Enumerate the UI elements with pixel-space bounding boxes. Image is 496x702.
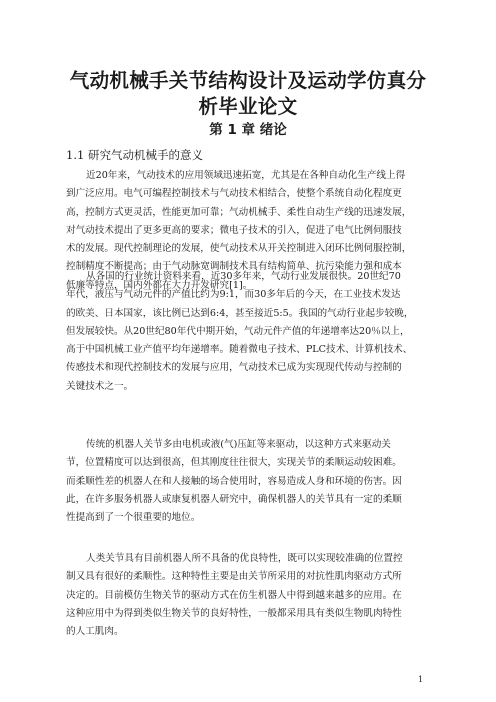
document-title-line-1: 气动机械手关节结构设计及运动学仿真分 (69, 69, 427, 92)
paragraph-3 (66, 436, 428, 527)
paragraph-line: 决定的。目前模仿生物关节的驱动方式在仿生机器人中得到越来越多的应用。在 (66, 589, 402, 601)
paragraph-line: 术的发展。现代控制理论的发展，使气动技术从开关控制进入闭环比例伺服控制， (66, 243, 412, 255)
section-heading: 1.1 研究气动机械手的意义 (66, 148, 203, 162)
paragraph-line: 人类关节具有目前机器人所不具备的优良特性，既可以实现较准确的位置控 (86, 553, 403, 564)
paragraph-line: 此，在许多服务机器人或康复机器人研究中，确保机器人的关节具有一定的柔顺 (66, 493, 402, 505)
document-title-line-2: 析毕业论文 (198, 95, 298, 118)
paragraph-line: 高于中国机械工业产值平均年递增率。随着微电子技术、PLC技术、计算机技术、 (66, 344, 413, 356)
paragraph-line: 性提高到了一个很重要的地位。 (66, 512, 201, 524)
paragraph-line: 低廉等特点，国内外都在大力开发研究[1]。 (66, 279, 253, 291)
paragraph-line: 关键技术之一。 (66, 380, 134, 392)
paragraph-line: 的人工肌肉。 (66, 626, 124, 638)
paragraph-line: 但发展较快。从20世纪80年代中期开始，气动元件产值的年递增率达20％以上， (66, 325, 410, 337)
chapter-heading: 第 1 章 绪论 (209, 122, 287, 138)
paragraph-line: 年代，液压与气动元件的产值比约为9:1，而30多年后的今天，在工业技术发达 (66, 289, 401, 301)
paragraph-line: 从各国的行业统计资料来看，近30多年来，气动行业发展很快。20世纪70 (86, 271, 401, 282)
paragraph-line: 近20年来，气动技术的应用领域迅速拓宽，尤其是在各种自动化生产线上得 (86, 170, 406, 181)
paragraph-line: 控制精度不断提高；由于气动脉宽调制技术具有结构简单、抗污染能力强和成本 (66, 261, 402, 273)
paragraph-line: 对气动技术提出了更多更高的要求；微电子技术的引入，促进了电气比例伺服技 (66, 224, 402, 236)
paragraph-line: 的欧美、日本国家，该比例已达到6:4，甚至接近5:5。我国的气动行业起步较晚， (66, 307, 414, 319)
paragraph-line: 制又具有很好的柔顺性。这种特性主要是由关节所采用的对抗性肌肉驱动方式所 (66, 571, 402, 583)
paragraph-line: 传感技术和现代控制技术的发展与应用，气动技术已成为实现现代传动与控制的 (66, 362, 402, 374)
paragraph-line: 而柔顺性差的机器人在和人接触的场合使用时，容易造成人身和环境的伤害。因 (66, 475, 402, 487)
paragraph-line: 到广泛应用。电气可编程控制技术与气动技术相结合，使整个系统自动化程度更 (66, 188, 402, 200)
paragraph-4 (66, 550, 428, 641)
paragraph-line: 节，位置精度可以达到很高，但其刚度往往很大，实现关节的柔顺运动较困难。 (66, 457, 402, 469)
paragraph-line: 这种应用中为得到类似生物关节的良好特性，一般都采用具有类似生物肌肉特性 (66, 607, 402, 619)
page-number: 1 (418, 675, 424, 684)
paragraph-line: 高，控制方式更灵活，性能更加可靠；气动机械手、柔性自动生产线的迅速发展， (66, 206, 412, 218)
paragraph-line: 传统的机器人关节多由电机或液(气)压缸等来驱动，以这种方式来驱动关 (86, 439, 391, 450)
paragraph-2 (66, 268, 428, 396)
